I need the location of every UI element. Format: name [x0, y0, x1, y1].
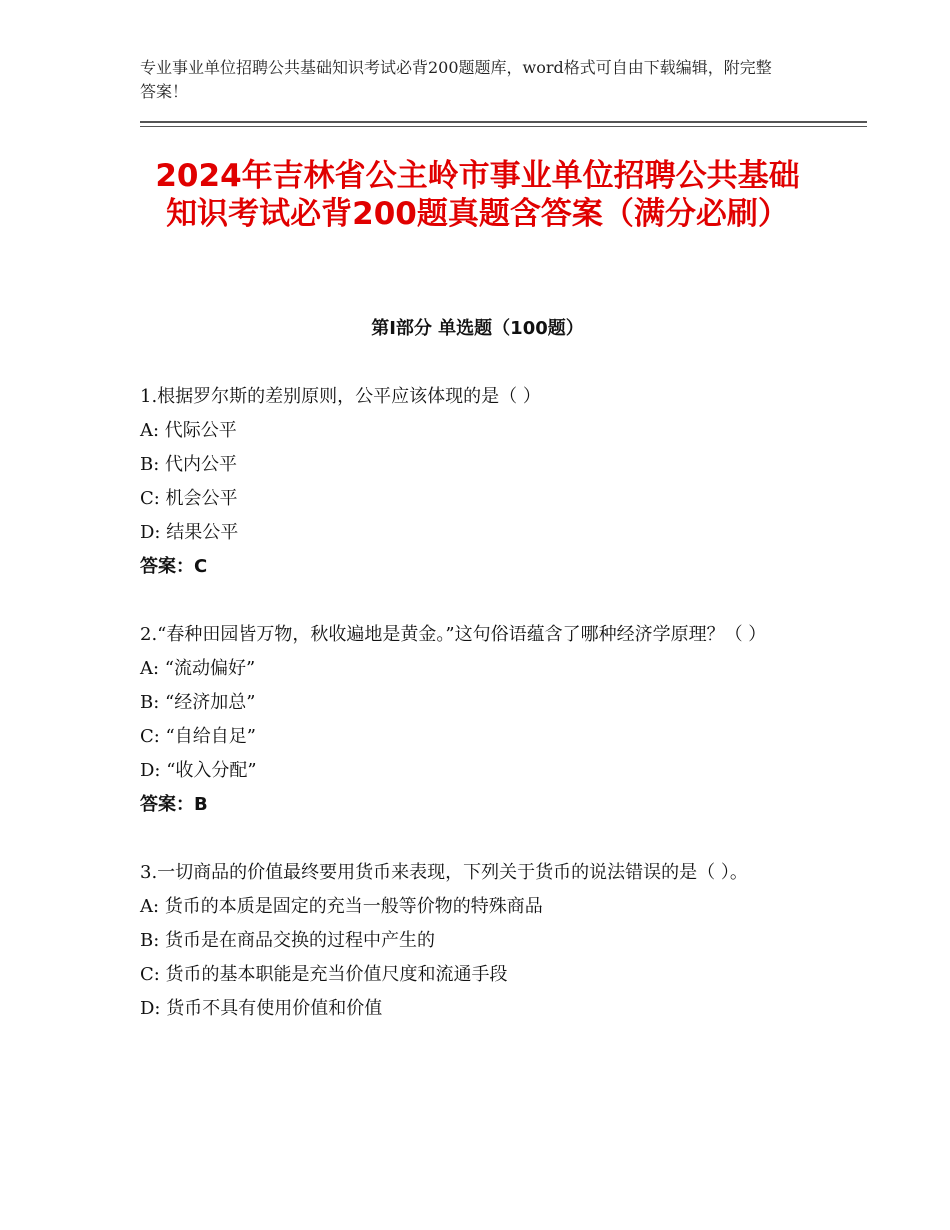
- question-1: [140, 380, 800, 584]
- option-d: D: 货币不具有使用价值和价值: [140, 998, 383, 1019]
- question-stem: 1.根据罗尔斯的差别原则，公平应该体现的是（ ）: [140, 386, 541, 407]
- option-a: A: “流动偏好”: [140, 658, 256, 679]
- option-a: A: 货币的本质是固定的充当一般等价物的特殊商品: [140, 896, 543, 917]
- document-header-note: 专业事业单位招聘公共基础知识考试必背200题题库，word格式可自由下载编辑，附完整答案！: [140, 58, 772, 101]
- option-b: B: 货币是在商品交换的过程中产生的: [140, 930, 436, 951]
- option-a: A: 代际公平: [140, 420, 237, 441]
- document-title: 2024年吉林省公主岭市事业单位招聘公共基础知识考试必背200题真题含答案（满分必刷）: [155, 158, 800, 232]
- option-c: C: 货币的基本职能是充当价值尺度和流通手段: [140, 964, 508, 985]
- option-b: B: 代内公平: [140, 454, 238, 475]
- question-3: [140, 856, 800, 1026]
- option-c: C: 机会公平: [140, 488, 238, 509]
- question-stem: 2.“春种田园皆万物，秋收遍地是黄金。”这句俗语蕴含了哪种经济学原理？（ ）: [140, 624, 767, 645]
- answer-line: 答案：C: [140, 556, 208, 577]
- option-d: D: “收入分配”: [140, 760, 257, 781]
- section-title: 第Ⅰ部分 单选题（100题）: [371, 318, 584, 339]
- option-d: D: 结果公平: [140, 522, 239, 543]
- answer-line: 答案：B: [140, 794, 208, 815]
- option-list: [140, 890, 800, 1026]
- question-stem: 3.一切商品的价值最终要用货币来表现，下列关于货币的说法错误的是（ ）。: [140, 862, 748, 883]
- header-divider-thin: [140, 126, 867, 127]
- option-list: [140, 652, 800, 788]
- option-list: [140, 414, 800, 550]
- header-divider-thick: [140, 121, 867, 123]
- option-b: B: “经济加总”: [140, 692, 256, 713]
- question-list: [140, 380, 800, 1060]
- question-2: [140, 618, 800, 822]
- option-c: C: “自给自足”: [140, 726, 256, 747]
